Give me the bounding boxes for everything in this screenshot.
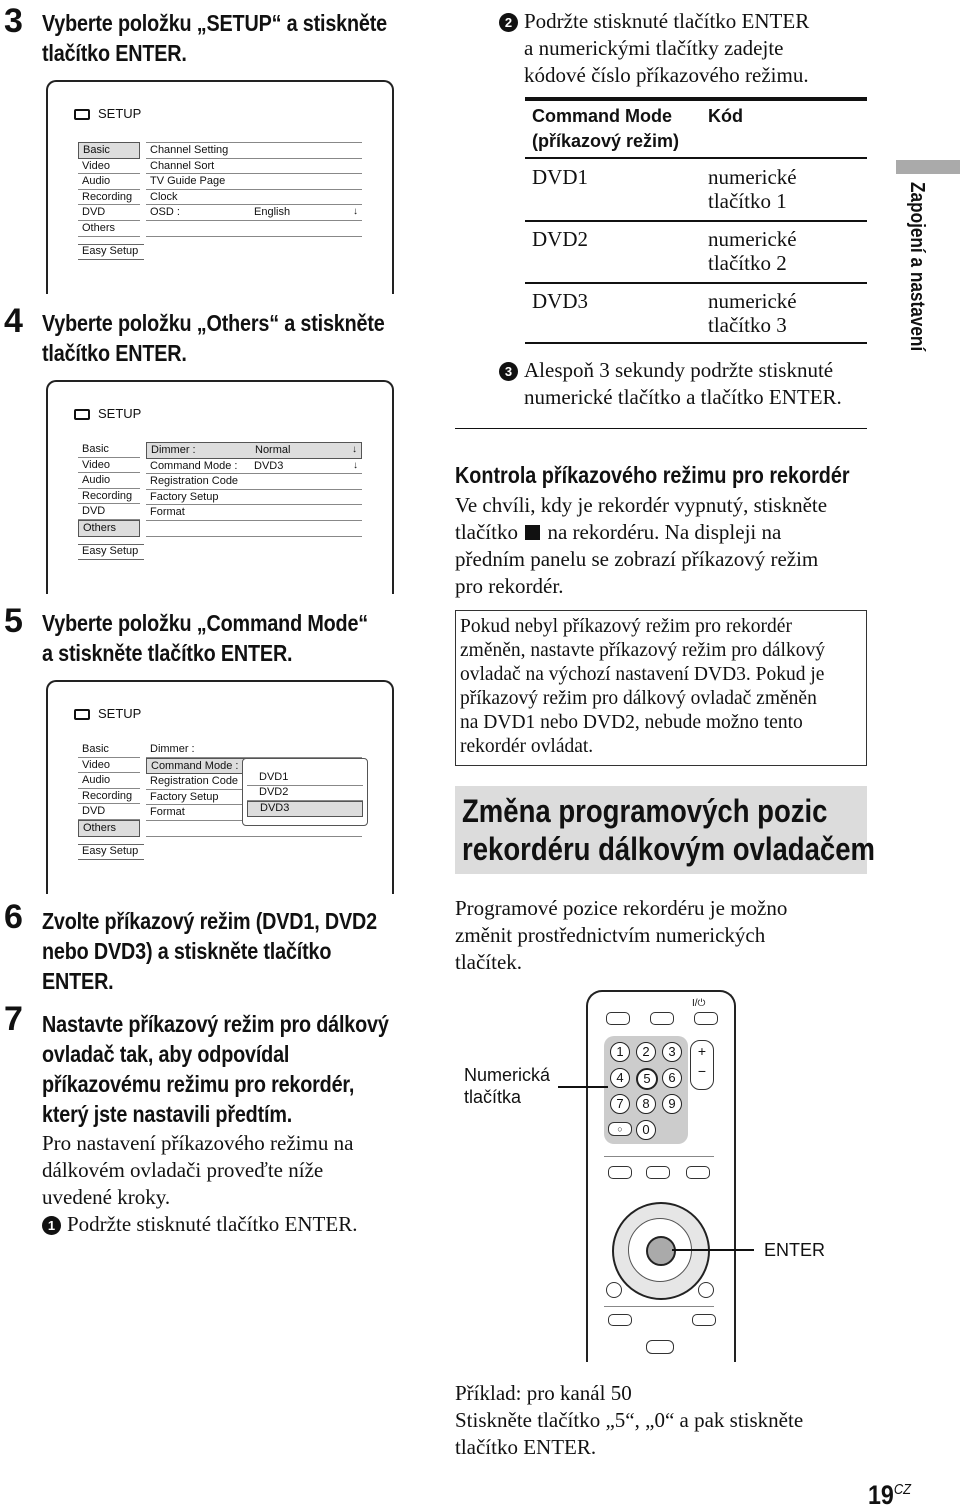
menu-registration-code[interactable]: Registration Code bbox=[146, 474, 362, 490]
remote-button[interactable] bbox=[686, 1166, 710, 1179]
arrow-down-icon: ↓ bbox=[353, 459, 358, 471]
table-cell-mode-1: DVD1 bbox=[532, 165, 588, 189]
enter-button[interactable] bbox=[646, 1236, 676, 1266]
num-button-9[interactable]: 9 bbox=[662, 1094, 682, 1114]
step-4-number: 4 bbox=[4, 302, 23, 340]
step-5-text: Vyberte položku „Command Mode“ a stiskněte tlačítko ENTER. bbox=[42, 610, 369, 666]
setup-title: SETUP bbox=[74, 406, 141, 421]
menu-format[interactable]: Format bbox=[146, 805, 362, 821]
toolbox-icon bbox=[74, 709, 90, 720]
step-6-number: 6 bbox=[4, 898, 23, 936]
table-header-mode: Command Mode (příkazový režim) bbox=[532, 106, 680, 151]
volume-rocker[interactable]: + − bbox=[690, 1040, 714, 1090]
table-top-rule bbox=[525, 97, 867, 101]
menu-item-easy-setup[interactable]: Easy Setup bbox=[78, 544, 144, 560]
substep-1: 1 Podržte stisknuté tlačítko ENTER. bbox=[42, 1211, 357, 1238]
callout-line-numeric bbox=[558, 1086, 608, 1088]
step-6-text: Zvolte příkazový režim (DVD1, DVD2 nebo DVD3) a stiskněte tlačítko ENTER. bbox=[42, 908, 377, 994]
menu-registration-code[interactable]: Registration Code bbox=[146, 774, 362, 790]
num-button-6[interactable]: 6 bbox=[662, 1068, 682, 1088]
table-rule bbox=[525, 282, 867, 284]
osd-value: English bbox=[254, 206, 291, 219]
num-button-4[interactable]: 4 bbox=[610, 1068, 630, 1088]
toolbox-icon bbox=[74, 409, 90, 420]
menu-item-audio[interactable]: Audio bbox=[78, 174, 140, 190]
num-button-7[interactable]: 7 bbox=[610, 1094, 630, 1114]
prog-text: Programové pozice rekordéru je možno změnit prostřednictvím numerických tlačítek. bbox=[455, 896, 788, 974]
table-rule bbox=[525, 157, 867, 159]
menu-item-video[interactable]: Video bbox=[78, 758, 140, 774]
menu-dimmer[interactable]: Dimmer : Normal ↓ bbox=[146, 442, 362, 459]
remote-button[interactable] bbox=[608, 1166, 632, 1179]
arrow-down-icon: ↓ bbox=[353, 206, 358, 218]
menu-item-recording[interactable]: Recording bbox=[78, 789, 140, 805]
substep-2-badge: 2 bbox=[499, 13, 518, 32]
step-7-text: Nastavte příkazový režim pro dálkový ovladač tak, aby odpovídal příkazovému režimu pro rekordér, který jste nastavili předtím. bbox=[42, 1011, 389, 1127]
label-numeric-buttons: Numerická tlačítka bbox=[464, 1065, 551, 1107]
stop-icon bbox=[525, 525, 540, 540]
section-heading-line-1: Změna programových pozic bbox=[462, 793, 828, 829]
menu-item-basic[interactable]: Basic bbox=[78, 142, 140, 159]
step-3-number: 3 bbox=[4, 2, 23, 40]
toolbox-icon bbox=[74, 109, 90, 120]
menu-format[interactable]: Format bbox=[146, 505, 362, 521]
remote-divider bbox=[604, 1306, 714, 1307]
left-menu bbox=[78, 742, 140, 837]
kontrola-body: Ve chvíli, kdy je rekordér vypnutý, stiskněte tlačítko na rekordéru. Na displeji na předním panelu se zobrazí příkazový režim pro rekordér. bbox=[455, 493, 828, 598]
menu-item-audio[interactable]: Audio bbox=[78, 473, 140, 489]
callout-line-enter bbox=[672, 1249, 754, 1251]
table-bottom-rule bbox=[525, 342, 867, 344]
step-7-number: 7 bbox=[4, 1000, 23, 1038]
play-button[interactable] bbox=[646, 1340, 674, 1354]
menu-item-dvd[interactable]: DVD bbox=[78, 804, 140, 820]
num-button-5[interactable]: 5 bbox=[636, 1068, 658, 1090]
substep-1-badge: 1 bbox=[42, 1216, 61, 1235]
num-button-8[interactable]: 8 bbox=[636, 1094, 656, 1114]
power-button[interactable] bbox=[694, 1012, 718, 1025]
table-header-code: Kód bbox=[708, 106, 743, 126]
arrow-down-icon: ↓ bbox=[352, 444, 357, 455]
popup-option-dvd1[interactable]: DVD1 bbox=[247, 771, 363, 786]
menu-item-dvd[interactable]: DVD bbox=[78, 504, 140, 520]
note-box: Pokud nebyl příkazový režim pro rekordér změněn, nastavte příkazový režim pro dálkový ovladač na výchozí nastavení DVD3. Pokud je příkazový režim pro dálkový ovladač změněn na DVD1 nebo DVD2, nebude možno tento rekordér ovládat. bbox=[455, 610, 867, 766]
left-menu bbox=[78, 442, 140, 537]
substep-3: 3 Alespoň 3 sekundy podržte stisknuté numerické tlačítko a tlačítko ENTER. bbox=[499, 357, 842, 411]
return-button[interactable] bbox=[606, 1282, 622, 1298]
num-button-2[interactable]: 2 bbox=[636, 1042, 656, 1062]
example-text: Příklad: pro kanál 50 Stiskněte tlačítko „5“, „0“ a pak stiskněte tlačítko ENTER. bbox=[455, 1381, 804, 1459]
side-tab-label: Zapojení a nastavení bbox=[906, 182, 928, 352]
page-number: $19^{CZ}$ bbox=[868, 1480, 912, 1510]
menu-item-recording[interactable]: Recording bbox=[78, 190, 140, 206]
substep-3-badge: 3 bbox=[499, 362, 518, 381]
popup-option-dvd2[interactable]: DVD2 bbox=[247, 786, 363, 801]
eject-button[interactable] bbox=[606, 1012, 630, 1025]
step-7-body: Pro nastavení příkazového režimu na dálkovém ovladači proveďte níže uvedené kroky. 1 Podržte stisknuté tlačítko ENTER. bbox=[42, 1131, 358, 1236]
step-4-text: Vyberte položku „Others“ a stiskněte tlačítko ENTER. bbox=[42, 310, 385, 366]
right-menu bbox=[146, 442, 362, 537]
menu-item-video[interactable]: Video bbox=[78, 458, 140, 474]
right-menu bbox=[146, 142, 362, 237]
top-button[interactable] bbox=[650, 1012, 674, 1025]
menu-item-audio[interactable]: Audio bbox=[78, 773, 140, 789]
power-label: I/⏻ bbox=[692, 998, 706, 1009]
menu-item-easy-setup[interactable]: Easy Setup bbox=[78, 244, 144, 260]
menu-item-basic[interactable]: Basic bbox=[78, 442, 140, 458]
substep-2: 2 Podržte stisknuté tlačítko ENTER a numerickými tlačítky zadejte kódové číslo příkazového režimu. bbox=[499, 8, 809, 89]
command-mode-popup bbox=[242, 758, 368, 826]
setup-screen-3 bbox=[46, 680, 394, 894]
menu-command-mode[interactable]: Command Mode : bbox=[146, 758, 362, 775]
num-button-3[interactable]: 3 bbox=[662, 1042, 682, 1062]
label-enter: ENTER bbox=[764, 1240, 826, 1260]
menu-dimmer[interactable]: Dimmer : bbox=[146, 742, 362, 758]
menu-item-dvd[interactable]: DVD bbox=[78, 205, 140, 221]
menu-item-basic[interactable]: Basic bbox=[78, 742, 140, 758]
table-cell-code-1: numerické tlačítko 1 bbox=[708, 165, 797, 213]
menu-osd[interactable]: OSD : English ↓ bbox=[146, 205, 362, 221]
num-button-0[interactable]: 0 bbox=[636, 1120, 656, 1140]
menu-channel-sort[interactable]: Channel Sort bbox=[146, 159, 362, 175]
popup-option-dvd3[interactable]: DVD3 bbox=[247, 801, 363, 817]
left-menu bbox=[78, 142, 140, 237]
menu-channel-setting[interactable]: Channel Setting bbox=[146, 142, 362, 159]
menu-item-others[interactable]: Others bbox=[78, 221, 140, 237]
menu-clock[interactable]: Clock bbox=[146, 190, 362, 206]
menu-tv-guide-page[interactable]: TV Guide Page bbox=[146, 174, 362, 190]
section-heading-box bbox=[455, 786, 875, 874]
remote-divider bbox=[604, 1156, 714, 1157]
dimmer-value: Normal bbox=[255, 444, 291, 456]
prev-button[interactable] bbox=[608, 1314, 632, 1326]
num-button-1[interactable]: 1 bbox=[610, 1042, 630, 1062]
menu-item-easy-setup[interactable]: Easy Setup bbox=[78, 844, 144, 860]
table-rule bbox=[525, 220, 867, 222]
side-tab-bar bbox=[896, 160, 960, 174]
menu-item-others[interactable]: Others bbox=[78, 820, 140, 837]
step-3-text: Vyberte položku „SETUP“ a stiskněte tlačítko ENTER. bbox=[42, 10, 387, 66]
section-rule bbox=[455, 428, 867, 429]
menu-item-others[interactable]: Others bbox=[78, 520, 140, 537]
menu-factory-setup[interactable]: Factory Setup bbox=[146, 790, 362, 806]
options-button[interactable] bbox=[698, 1282, 714, 1298]
table-cell-code-2: numerické tlačítko 2 bbox=[708, 227, 797, 275]
small-button[interactable]: ○ bbox=[608, 1122, 632, 1136]
table-cell-code-3: numerické tlačítko 3 bbox=[708, 289, 797, 337]
next-button[interactable] bbox=[692, 1314, 716, 1326]
setup-title: SETUP bbox=[74, 106, 141, 121]
setup-screen-2 bbox=[46, 380, 394, 594]
command-mode-value: DVD3 bbox=[254, 459, 284, 472]
setup-screen-1 bbox=[46, 80, 394, 294]
menu-item-video[interactable]: Video bbox=[78, 159, 140, 175]
menu-command-mode[interactable]: Command Mode : DVD3 ↓ bbox=[146, 459, 362, 475]
step-5-number: 5 bbox=[4, 602, 23, 640]
menu-factory-setup[interactable]: Factory Setup bbox=[146, 490, 362, 506]
remote-button[interactable] bbox=[646, 1166, 670, 1179]
menu-item-recording[interactable]: Recording bbox=[78, 489, 140, 505]
kontrola-heading: Kontrola příkazového režimu pro rekordér bbox=[455, 462, 850, 488]
table-cell-mode-3: DVD3 bbox=[532, 289, 588, 313]
table-cell-mode-2: DVD2 bbox=[532, 227, 588, 251]
setup-title: SETUP bbox=[74, 706, 141, 721]
section-heading-line-2: rekordéru dálkovým ovladačem bbox=[462, 831, 875, 867]
